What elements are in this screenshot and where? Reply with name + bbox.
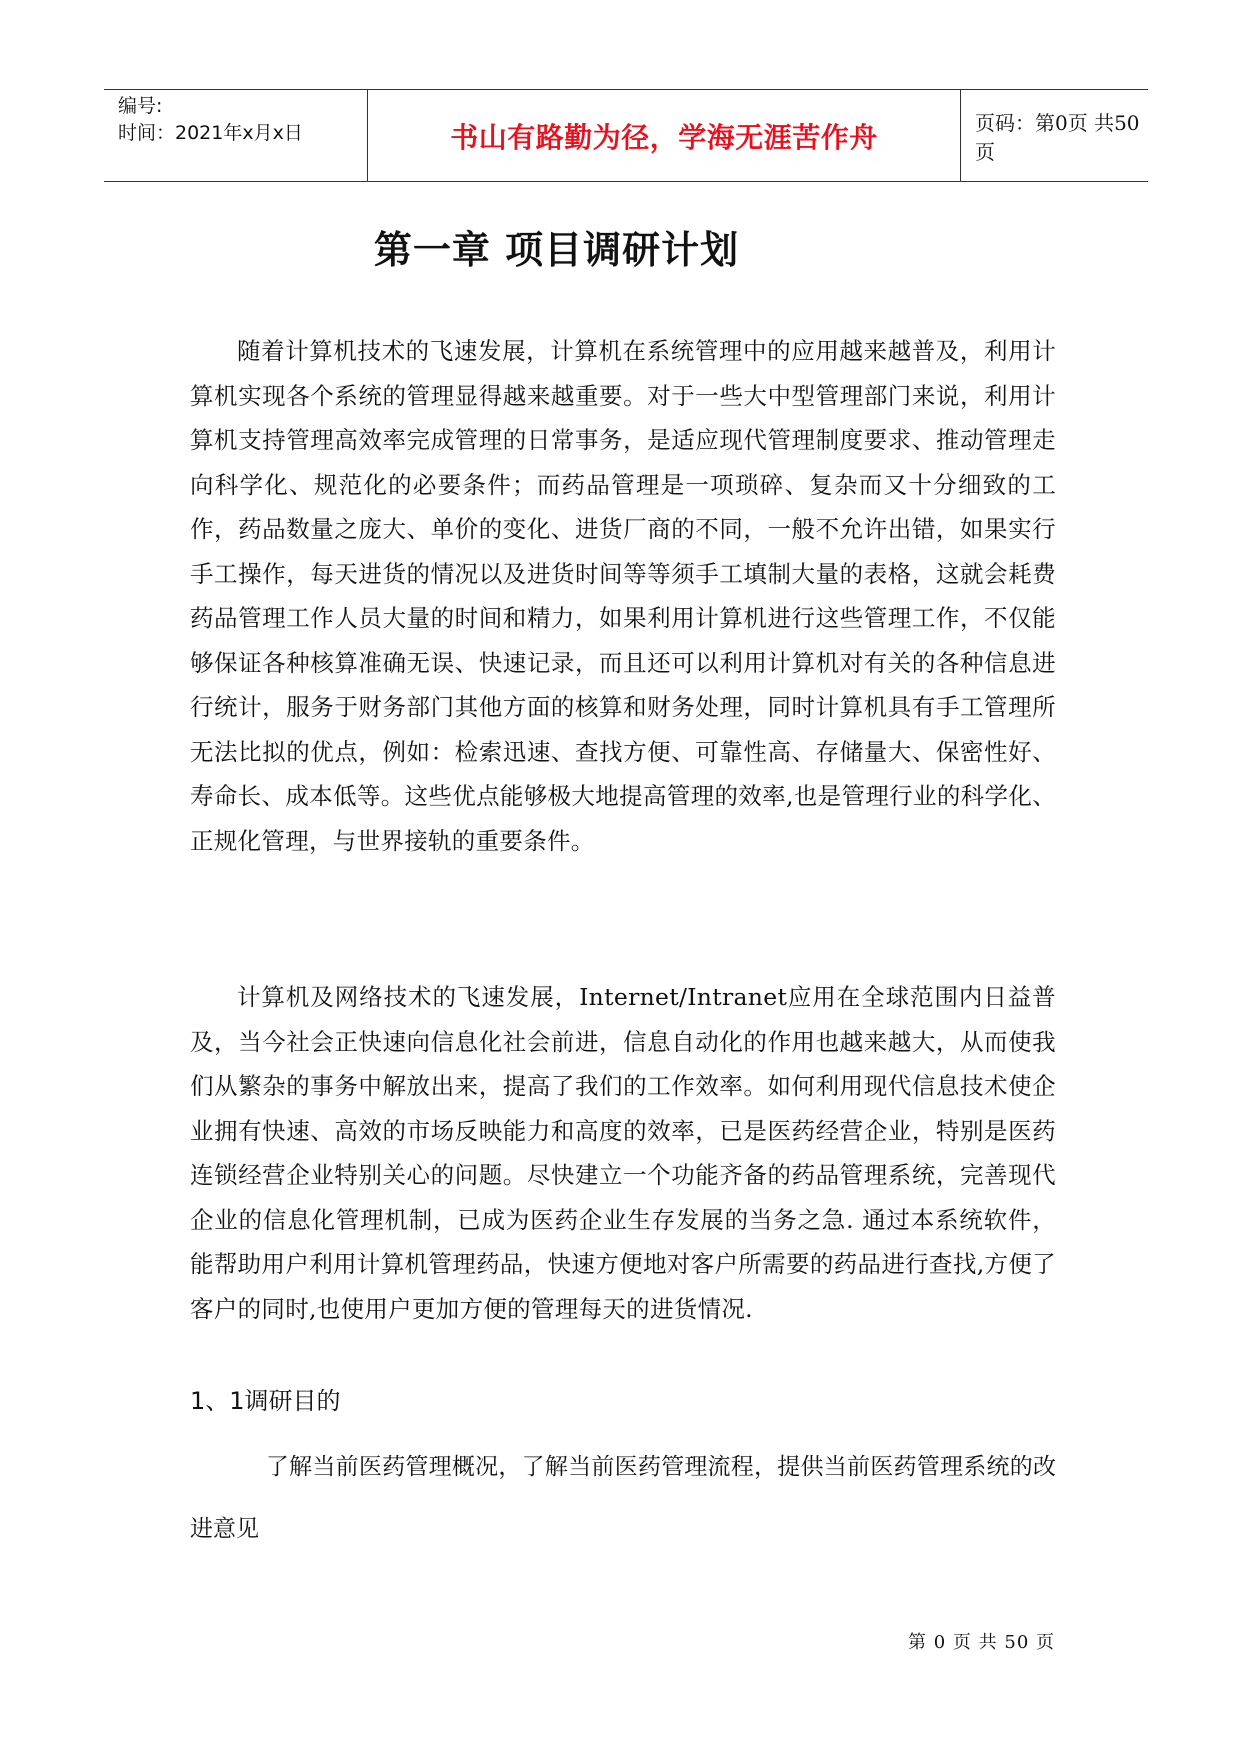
- page-footer: 第 0 页 共 50 页: [908, 1632, 1055, 1653]
- header-page-info: 页码：第0页 共50页: [975, 110, 1140, 164]
- header-motto: 书山有路勤为径，学海无涯苦作舟: [368, 90, 961, 181]
- body-paragraph-2: 计算机及网络技术的飞速发展，Internet/Intranet应用在全球范围内日益普及，当今社会正快速向信息化社会前进，信息自动化的作用也越来越大，从而使我们从繁杂的事务中解放出来，提高了我们的工作效率。如何利用现代信息技术使企业拥有快速、高效的市场反映能力和高度的效率，已是医药经营企业，特别是医药连锁经营企业特别关心的问题。尽快建立一个功能齐备的药品管理系统，完善现代企业的信息化管理机制，已成为医药企业生存发展的当务之急. 通过本系统软件，能帮助用户利用计算机管理药品，快速方便地对客户所需要的药品进行查找,方便了客户的同时,也使用户更加方便的管理每天的进货情况.: [190, 983, 1056, 1323]
- header-meta: [104, 90, 368, 181]
- document-time-label: 时间：2021年x月x日: [118, 122, 303, 144]
- page-header: [104, 89, 1148, 182]
- body-paragraph-1: 随着计算机技术的飞速发展，计算机在系统管理中的应用越来越普及，利用计算机实现各个系统的管理显得越来越重要。对于一些大中型管理部门来说，利用计算机支持管理高效率完成管理的日常事务，是适应现代管理制度要求、推动管理走向科学化、规范化的必要条件；而药品管理是一项琐碎、复杂而又十分细致的工作，药品数量之庞大、单价的变化、进货厂商的不同，一般不允许出错，如果实行手工操作，每天进货的情况以及进货时间等等须手工填制大量的表格，这就会耗费药品管理工作人员大量的时间和精力，如果利用计算机进行这些管理工作，不仅能够保证各种核算准确无误、快速记录，而且还可以利用计算机对有关的各种信息进行统计，服务于财务部门其他方面的核算和财务处理，同时计算机具有手工管理所无法比拟的优点，例如：检索迅速、查找方便、可靠性高、存储量大、保密性好、寿命长、成本低等。这些优点能够极大地提高管理的效率,也是管理行业的科学化、正规化管理，与世界接轨的重要条件。: [190, 337, 1056, 855]
- section-paragraph: 了解当前医药管理概况，了解当前医药管理流程，提供当前医药管理系统的改进意见: [190, 1454, 1056, 1542]
- section-heading: 1、1调研目的: [190, 1387, 341, 1415]
- document-number-label: 编号:: [118, 95, 163, 117]
- chapter-title: 第一章 项目调研计划: [373, 228, 740, 272]
